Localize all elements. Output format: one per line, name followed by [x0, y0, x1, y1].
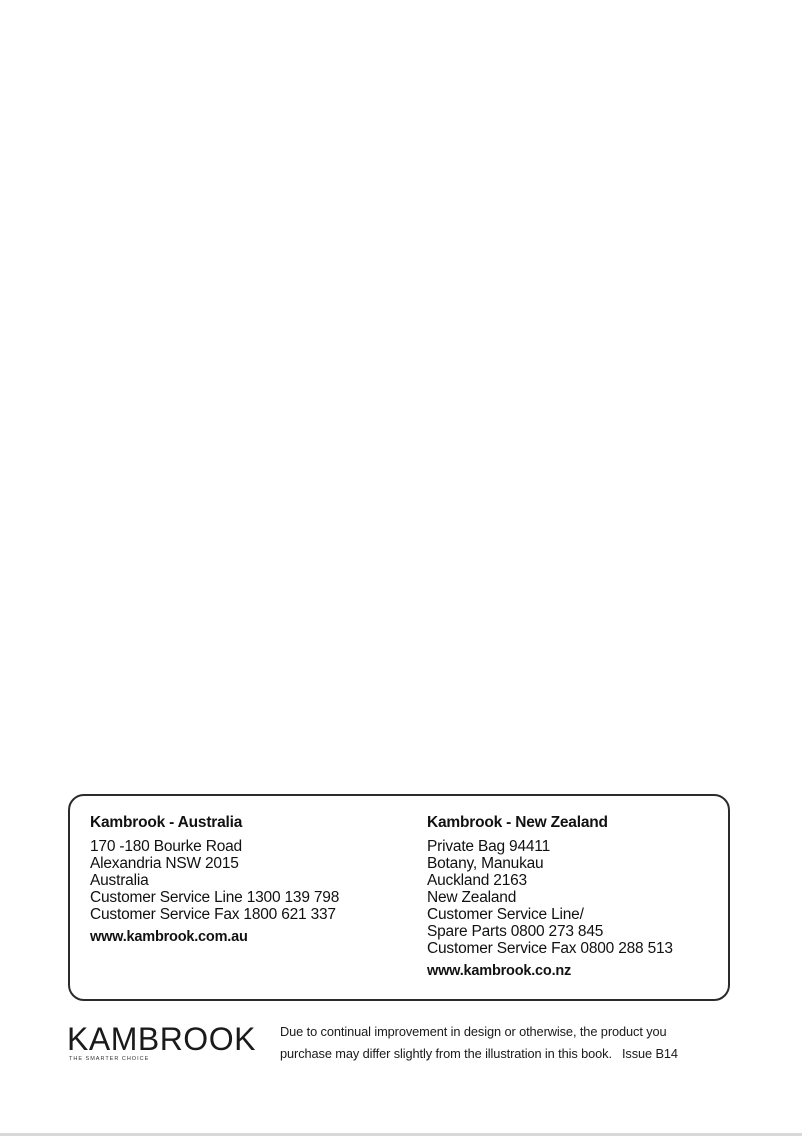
disclaimer-text: purchase may differ slightly from the illustration in this book. [280, 1046, 612, 1061]
address-line: Alexandria NSW 2015 [90, 855, 239, 872]
kambrook-logo [67, 1023, 257, 1063]
office-title: Kambrook - New Zealand [427, 814, 608, 831]
address-line: Australia [90, 872, 149, 889]
office-title: Kambrook - Australia [90, 814, 243, 831]
website-link[interactable]: www.kambrook.co.nz [427, 963, 572, 979]
address-line: 170 -180 Bourke Road [90, 838, 242, 855]
issue-number: Issue B14 [621, 1046, 678, 1061]
disclaimer-line: Due to continual improvement in design or otherwise, the product you [280, 1024, 667, 1039]
phone-line: Customer Service Line 1300 139 798 [90, 889, 340, 906]
address-line: Botany, Manukau [427, 855, 544, 872]
fax-line: Customer Service Fax 1800 621 337 [90, 906, 336, 923]
logo-tagline: THE SMARTER CHOICE [69, 1056, 150, 1062]
office-new-zealand [427, 814, 673, 980]
fax-line: Customer Service Fax 0800 288 513 [427, 940, 673, 957]
website-link[interactable]: www.kambrook.com.au [90, 929, 248, 945]
address-line: New Zealand [427, 889, 517, 906]
office-australia [90, 814, 339, 946]
logo-wordmark: KAMBROOK [67, 1021, 256, 1057]
disclaimer-line [280, 1043, 750, 1065]
contact-box [68, 794, 730, 1001]
address-line: Private Bag 94411 [427, 838, 550, 855]
address-line: Auckland 2163 [427, 872, 527, 889]
phone-line: Spare Parts 0800 273 845 [427, 923, 604, 940]
disclaimer [280, 1021, 750, 1065]
phone-line: Customer Service Line/ [427, 906, 584, 923]
